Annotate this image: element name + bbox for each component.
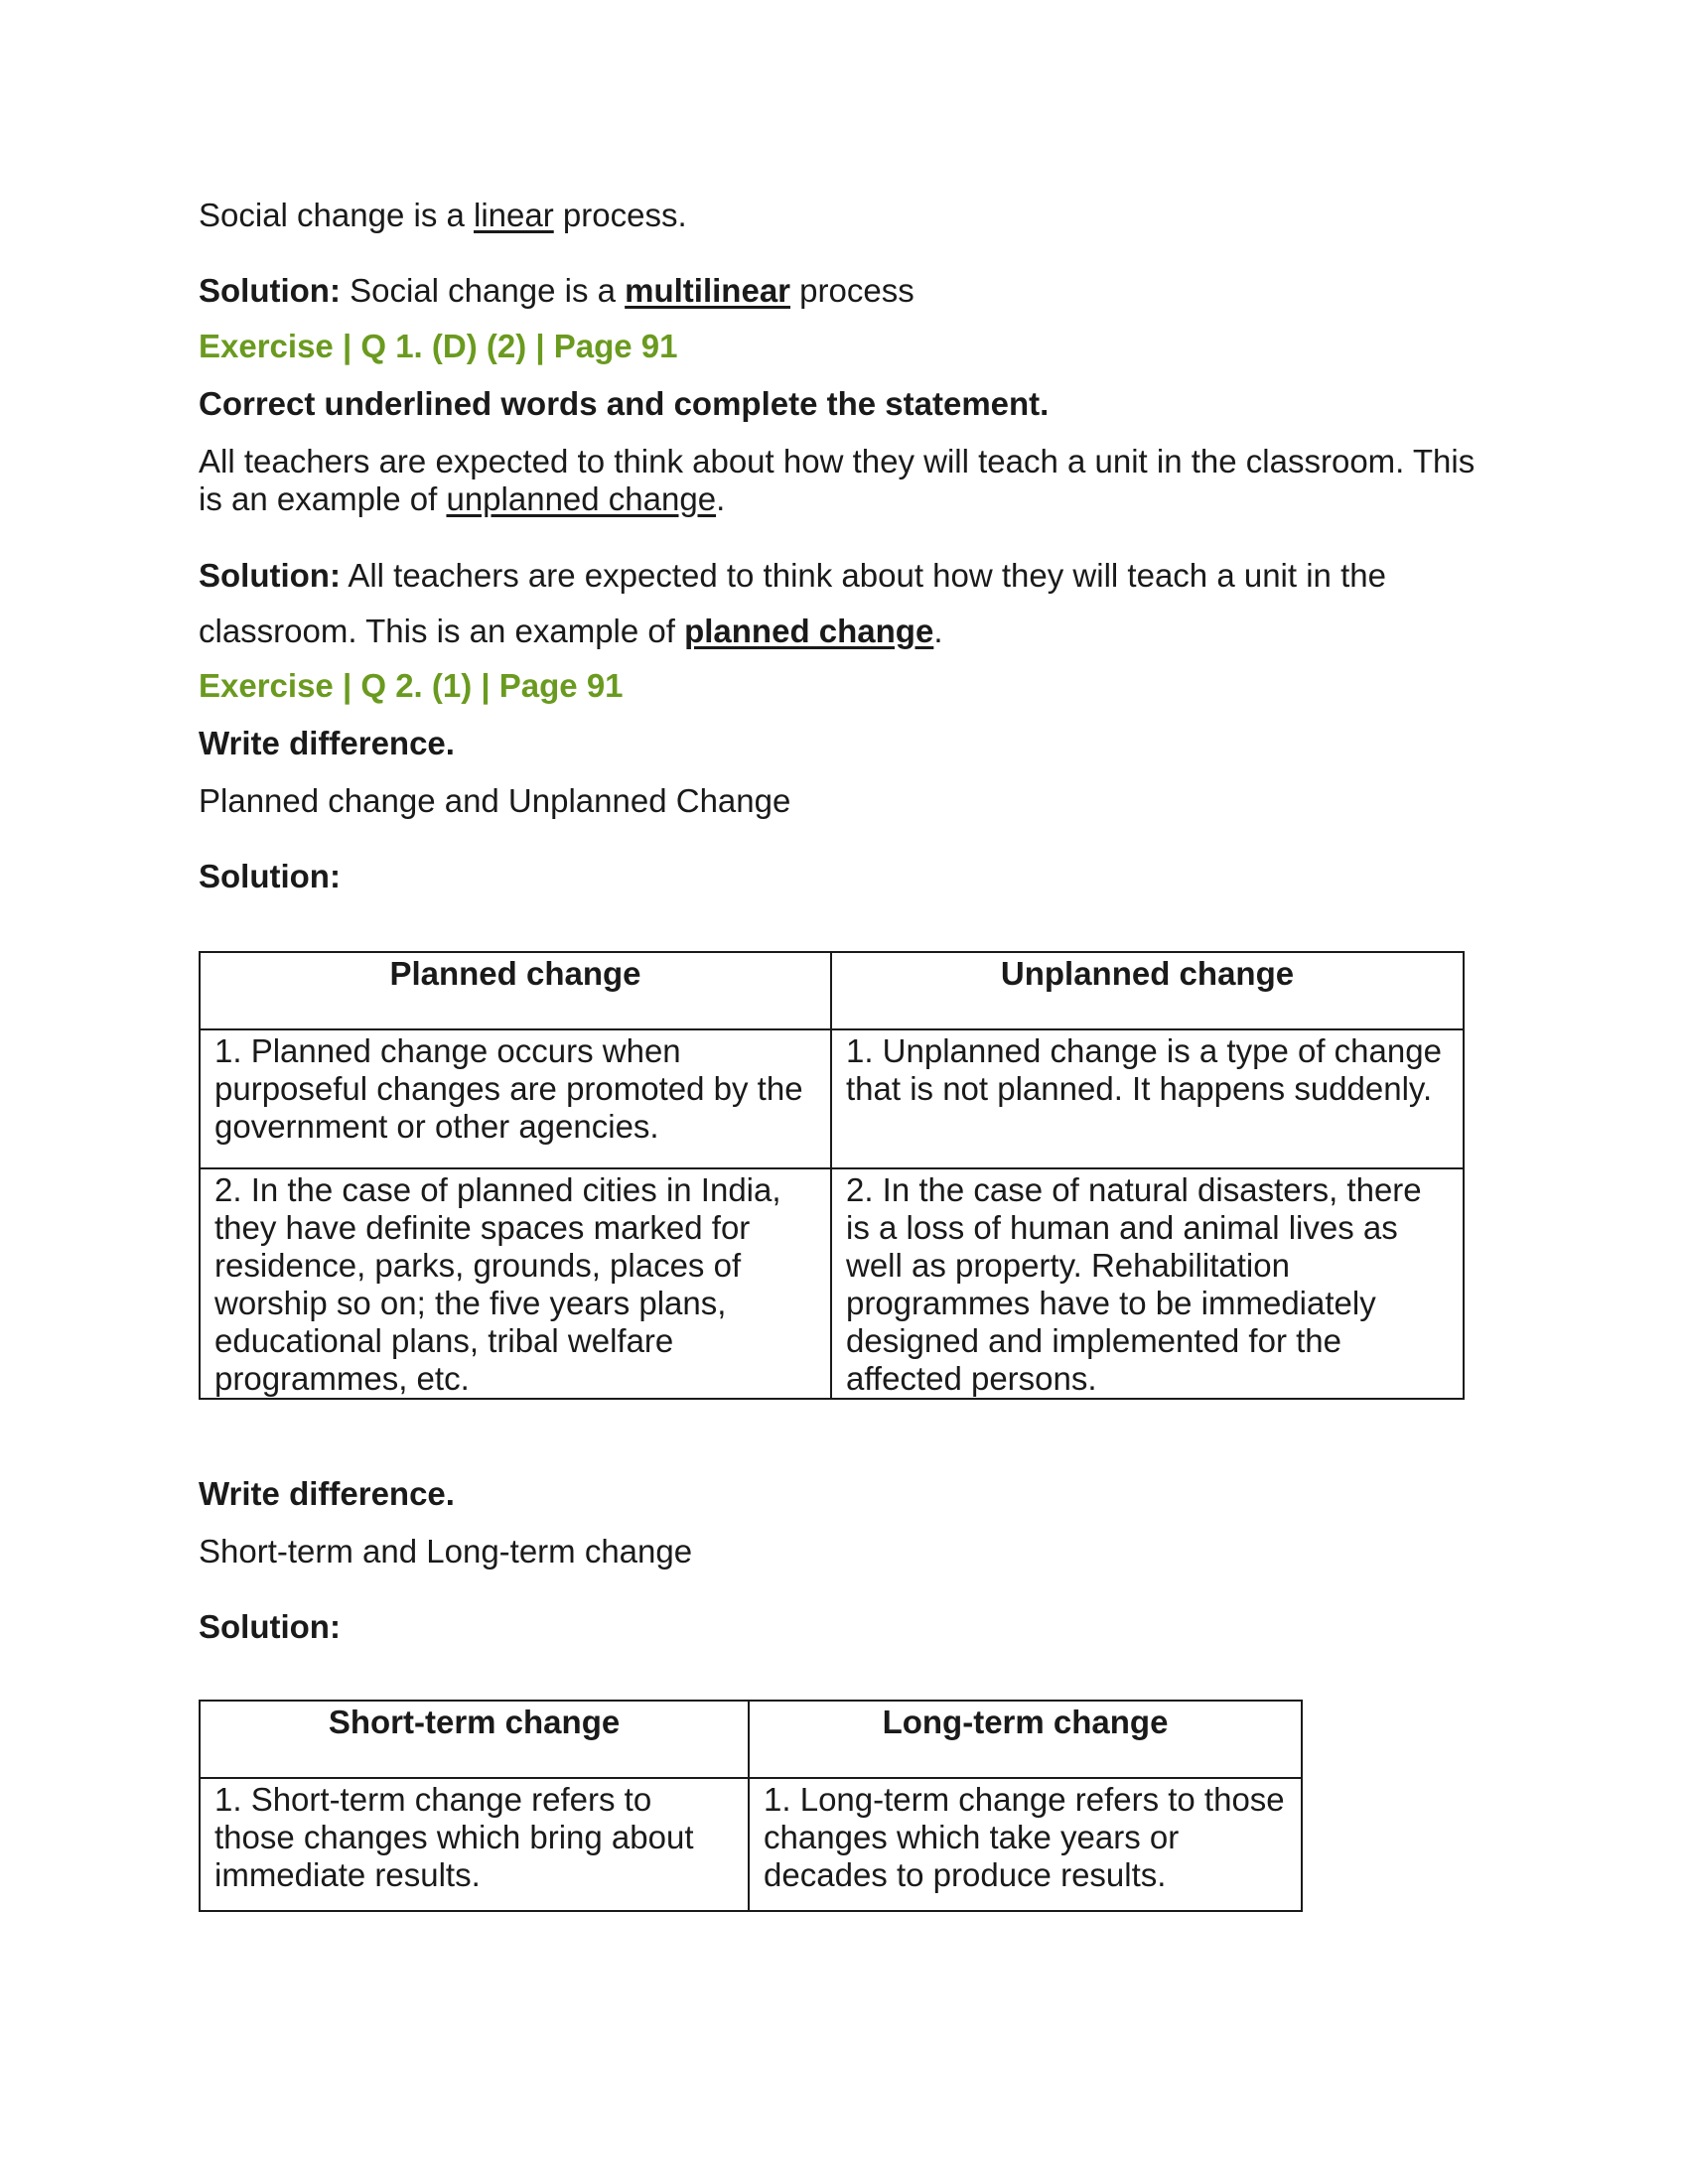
exercise-heading: Exercise | Q 2. (1) | Page 91 — [199, 667, 624, 704]
statement-text — [199, 197, 687, 234]
solution-post: . — [933, 613, 943, 649]
solution-text — [199, 548, 1509, 659]
difference-table — [199, 951, 1465, 1400]
table-cell: 1. Long-term change refers to those changes which take years or decades to produce results. — [749, 1778, 1302, 1911]
statement-pre: Social change is a — [199, 197, 475, 233]
question-instruction: Write difference. — [199, 1475, 455, 1512]
solution-label: Solution: — [199, 1608, 341, 1645]
statement-pre: All teachers are expected to think about how they will teach a unit in the classroom. This is an example of — [199, 443, 1476, 517]
solution-label: Solution: — [199, 272, 341, 309]
question-instruction: Write difference. — [199, 725, 455, 761]
table-cell: 1. Unplanned change is a type of change that is not planned. It happens suddenly. — [831, 1029, 1464, 1168]
solution-label: Solution: — [199, 557, 341, 594]
solution-label: Solution: — [199, 858, 341, 894]
question-topic: Short-term and Long-term change — [199, 1533, 693, 1570]
table-header-cell: Short-term change — [200, 1701, 749, 1778]
statement-text — [199, 443, 1489, 518]
question-instruction: Correct underlined words and complete the statement. — [199, 385, 1050, 422]
solution-text — [199, 272, 914, 310]
question-topic: Planned change and Unplanned Change — [199, 782, 791, 819]
table-cell: 2. In the case of natural disasters, there is a loss of human and animal lives as well as property. Rehabilitation programmes have to be immediately designed and implemented for the affected persons. — [831, 1168, 1464, 1399]
underlined-word: linear — [474, 197, 554, 233]
underlined-word: unplanned change — [446, 480, 717, 517]
solution-post: process — [790, 272, 914, 309]
table-row — [200, 1778, 1302, 1911]
table-header-row — [200, 1701, 1302, 1778]
solution-line-2: classroom. This is an example of — [199, 613, 685, 649]
solution-pre: Social change is a — [340, 272, 626, 309]
difference-table — [199, 1700, 1303, 1912]
table-header-cell: Planned change — [200, 952, 831, 1029]
table-cell: 1. Planned change occurs when purposeful changes are promoted by the government or other agencies. — [200, 1029, 831, 1168]
exercise-heading: Exercise | Q 1. (D) (2) | Page 91 — [199, 328, 678, 364]
table-row — [200, 1029, 1464, 1168]
statement-post: . — [716, 480, 726, 517]
corrected-word: planned change — [684, 613, 934, 649]
table-header-row — [200, 952, 1464, 1029]
table-cell: 2. In the case of planned cities in India, they have definite spaces marked for residence, parks, grounds, places of worship so on; the five years plans, educational plans, tribal welfare programmes, etc. — [200, 1168, 831, 1399]
table-header-cell: Long-term change — [749, 1701, 1302, 1778]
table-cell: 1. Short-term change refers to those changes which bring about immediate results. — [200, 1778, 749, 1911]
statement-post: process. — [553, 197, 687, 233]
corrected-word: multilinear — [625, 272, 791, 309]
table-header-cell: Unplanned change — [831, 952, 1464, 1029]
table-row — [200, 1168, 1464, 1399]
solution-line-1: All teachers are expected to think about how they will teach a unit in the — [340, 557, 1386, 594]
